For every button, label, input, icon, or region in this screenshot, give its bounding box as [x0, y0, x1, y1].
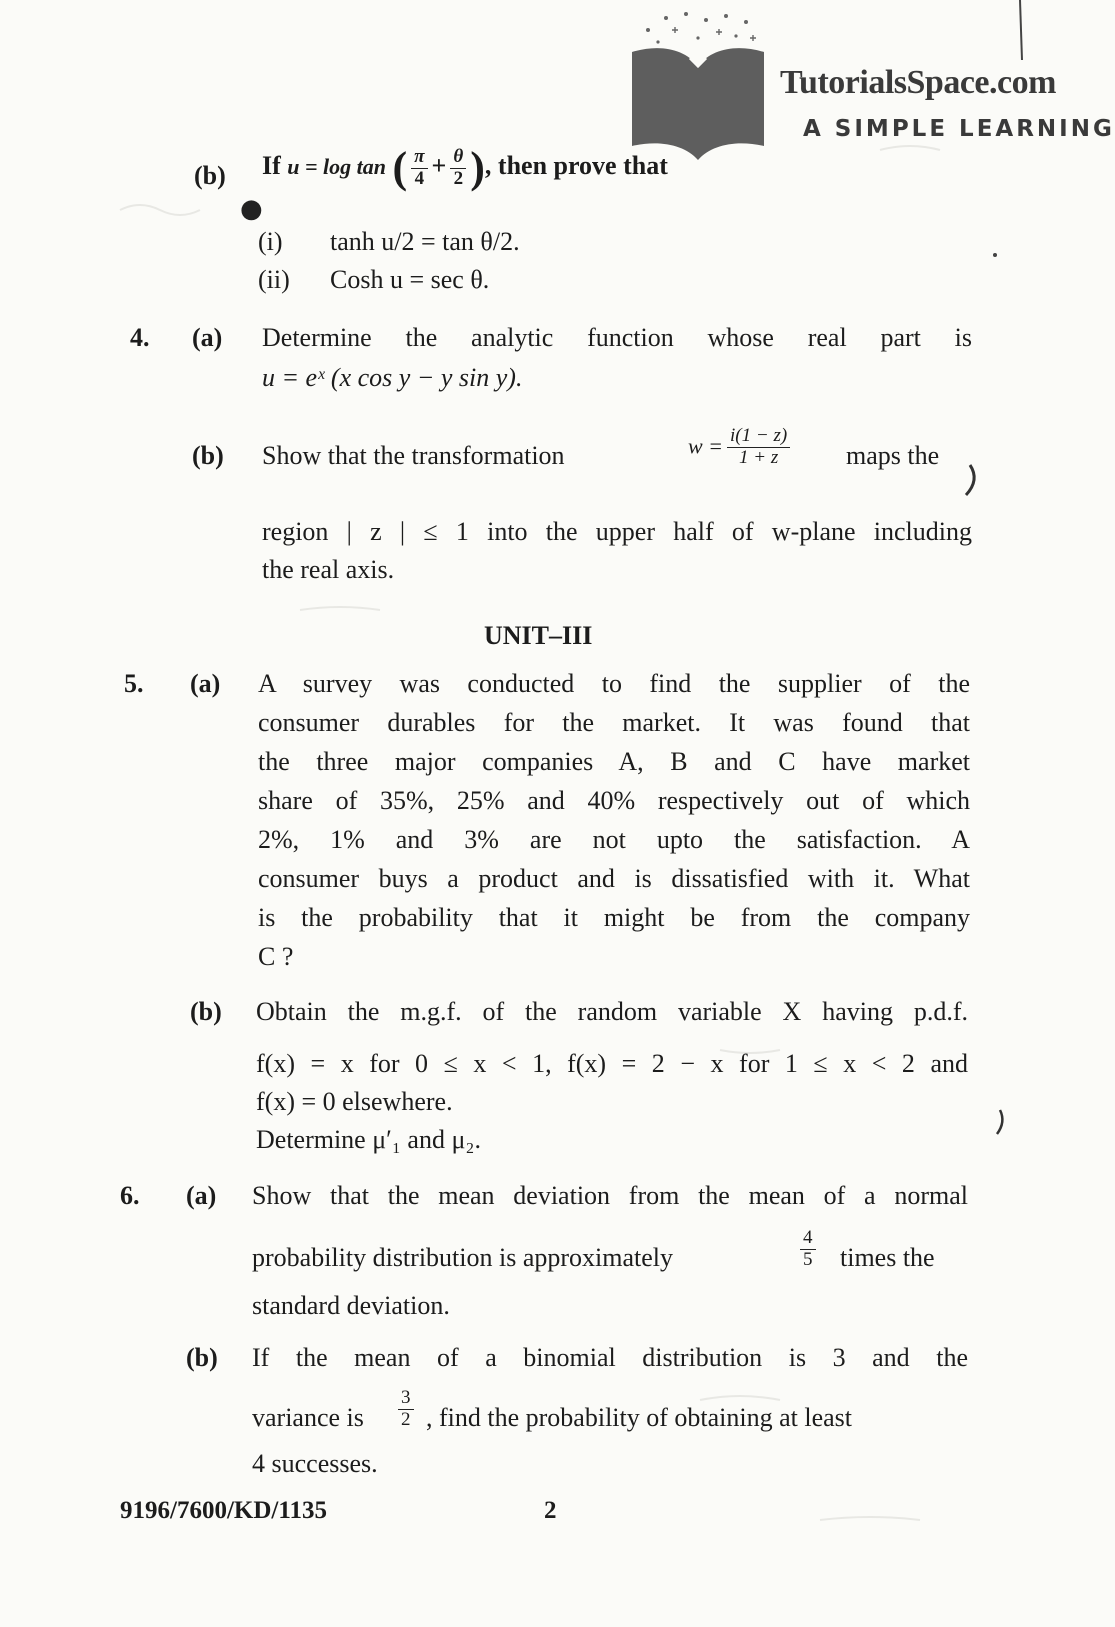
q3b-u-eq: u = log tan: [287, 153, 387, 179]
q6b-line2-pre: variance is: [252, 1403, 364, 1432]
q5b-line: Obtain the m.g.f. of the random variable X having p.d.f.: [256, 997, 968, 1026]
q6b-fraction: [394, 1388, 418, 1431]
frac-pi-4: $\frac{\pi}{4}$: [411, 147, 427, 190]
logo-tagline: A SIMPLE LEARNING: [803, 116, 1115, 142]
right-paren: ): [470, 143, 485, 192]
q4b-maps: maps the: [846, 441, 940, 470]
q4b-fraction: $\frac{i(1 - z)}{1 + z}$: [727, 426, 790, 469]
q6b-line3: 4 successes.: [252, 1449, 378, 1478]
q5b-label: (b): [190, 997, 222, 1026]
q3b-part2-label: (ii): [258, 265, 290, 294]
q4b-line3: the real axis.: [262, 555, 395, 584]
q5-number: 5.: [124, 669, 144, 698]
q6a-line2-post: times the: [840, 1243, 935, 1272]
q5b-line3: f(x) = 0 elsewhere.: [256, 1087, 453, 1116]
q5a-line: is the probability that it might be from the company: [258, 903, 970, 932]
q4b-w: w =: [688, 433, 724, 459]
q3b-part2: Cosh u = sec θ.: [330, 265, 490, 294]
q6b-label: (b): [186, 1343, 218, 1372]
frac-theta-2: $\frac{\theta}{2}$: [450, 147, 466, 190]
q5a-line: 2%, 1% and 3% are not upto the satisfaction. A: [258, 825, 970, 854]
q5b-line: f(x) = x for 0 ≤ x < 1, f(x) = 2 − x for 1 ≤ x < 2 and: [256, 1049, 968, 1078]
q6b-line1: If the mean of a binomial distribution is 3 and the: [252, 1343, 968, 1372]
q5a-line: the three major companies A, B and C have market: [258, 747, 970, 776]
q6a-line1: Show that the mean deviation from the mean of a normal: [252, 1181, 968, 1210]
q4-number: 4.: [130, 323, 150, 352]
q4a-line2: u = eˣ (x cos y − y sin y).: [262, 363, 523, 392]
q5a-line: A survey was conducted to find the supplier of the: [258, 669, 970, 698]
logo-name: TutorialsSpace.com: [780, 64, 1056, 101]
q5a-label: (a): [190, 669, 221, 698]
footer-code: 9196/7600/KD/1135: [120, 1497, 327, 1524]
frac-4-5: $\frac{4}{5}$: [800, 1228, 816, 1271]
handwritten-scribble-icon: ●: [240, 194, 263, 224]
q4b-line2: region | z | ≤ 1 into the upper half of w-plane including: [262, 517, 972, 546]
q6a-fraction: [796, 1228, 820, 1271]
q4b-label: (b): [192, 441, 224, 470]
q5a-line: consumer durables for the market. It was found that: [258, 708, 970, 737]
q6a-label: (a): [186, 1181, 217, 1210]
q6a-line2-pre: probability distribution is approximately: [252, 1243, 674, 1272]
q5b-line4: Determine μ′₁ and μ₂.: [256, 1125, 481, 1154]
q4a-line1: Determine the analytic function whose real part is: [262, 323, 972, 352]
q5a-line: consumer buys a product and is dissatisfied with it. What: [258, 864, 970, 893]
q3b-part1: tanh u/2 = tan θ/2.: [330, 227, 520, 256]
page-number: 2: [544, 1497, 557, 1524]
q3b-if: If: [262, 150, 281, 180]
q6a-line3: standard deviation.: [252, 1291, 450, 1320]
q5a-last: C ?: [258, 942, 294, 971]
q6-number: 6.: [120, 1181, 140, 1210]
open-book-logo-icon: [628, 8, 778, 168]
q6b-line2-post: , find the probability of obtaining at least: [426, 1403, 853, 1432]
q3b-part1-label: (i): [258, 227, 283, 256]
unit-heading: UNIT–III: [484, 621, 593, 650]
site-logo: [628, 8, 1115, 168]
plus-sign: +: [431, 150, 447, 180]
left-paren: (: [392, 143, 408, 192]
q4a-label: (a): [192, 323, 223, 352]
q3b-label: (b): [194, 161, 226, 190]
q5a-line: share of 35%, 25% and 40% respectively out of which: [258, 786, 970, 815]
q3b-then: , then prove that: [484, 150, 668, 180]
q3b-statement: [262, 143, 668, 192]
q4b-formula: [688, 426, 794, 469]
q4b-text: Show that the transformation: [262, 441, 565, 470]
frac-3-2: $\frac{3}{2}$: [398, 1388, 414, 1431]
